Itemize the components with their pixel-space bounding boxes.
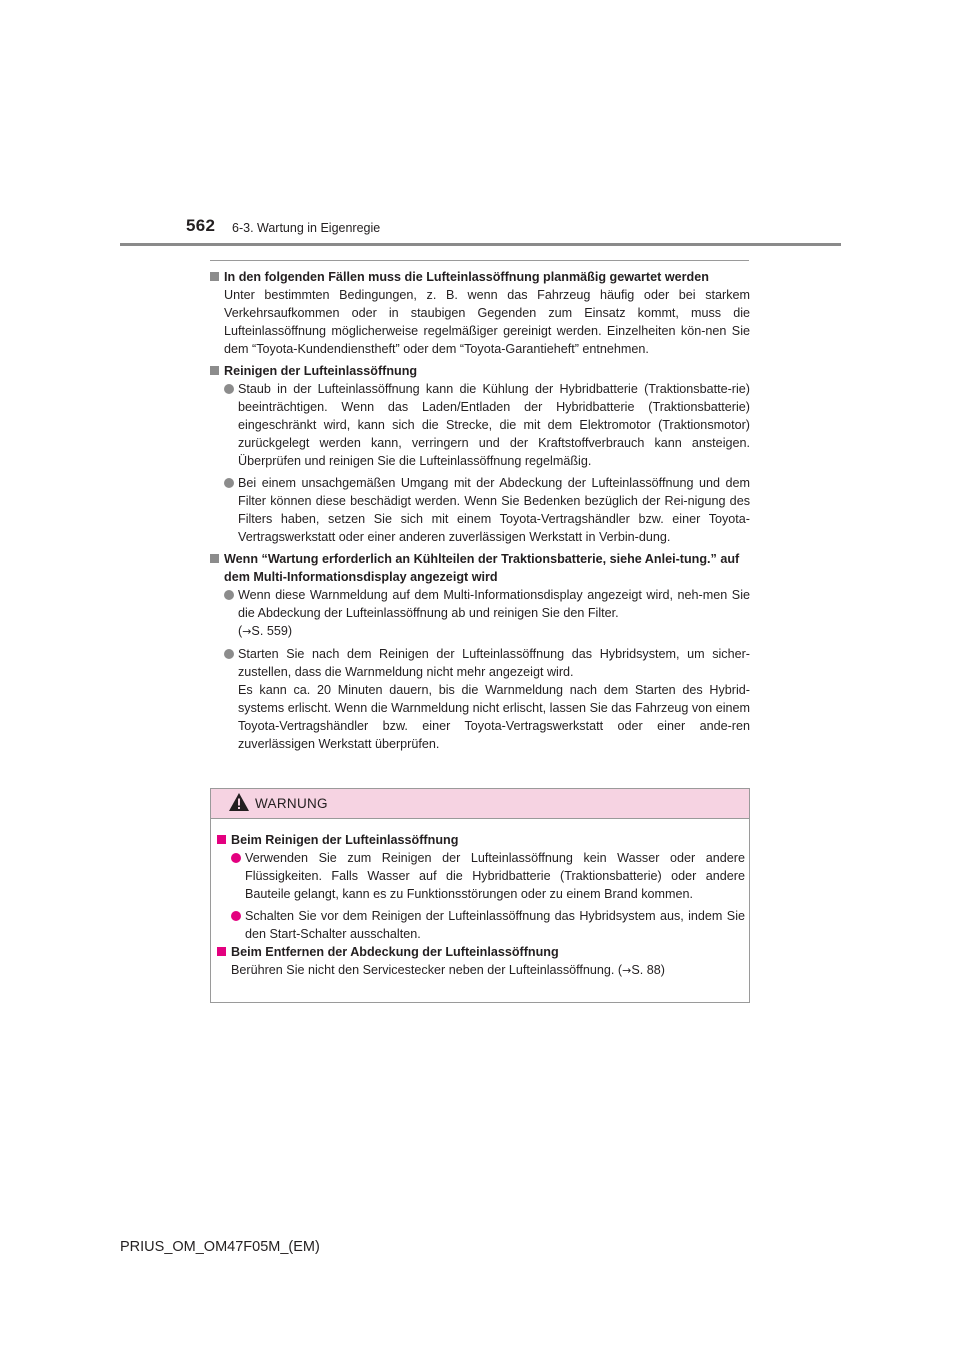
circle-bullet-icon (224, 384, 234, 394)
square-bullet-icon (217, 835, 226, 844)
paragraph (217, 961, 745, 980)
circle-bullet-icon (231, 853, 241, 863)
warning-box (210, 788, 750, 1003)
bullet-text: Es kann ca. 20 Minuten dauern, bis die Warnmeldung nach dem Starten des Hybrid-systems erlischt. Wenn die Warnmeldung nicht erlischt, lassen Sie das Fahrzeug von einem Toyota-Vertragshändler bzw. einer Toyota-Vertragswerkstatt oder einer ande-ren zuverlässigen Werkstatt überprüfen. (238, 683, 750, 751)
warning-heading (217, 943, 745, 961)
bullet-item (217, 849, 745, 903)
arrow-right-icon: → (622, 964, 632, 977)
bullet-text: Wenn diese Warnmeldung auf dem Multi-Informationsdisplay angezeigt wird, neh-men Sie die Abdeckung der Lufteinlassöffnung ab und reinigen Sie den Filter. (238, 588, 750, 620)
page-reference-link[interactable]: S. 88) (631, 963, 665, 977)
circle-bullet-icon (224, 478, 234, 488)
section-heading (210, 362, 750, 380)
circle-bullet-icon (224, 590, 234, 600)
section-heading (210, 550, 750, 586)
warning-heading (217, 831, 745, 849)
square-bullet-icon (210, 554, 219, 563)
section-heading (210, 268, 750, 286)
paragraph: Unter bestimmten Bedingungen, z. B. wenn das Fahrzeug häufig oder bei starkem Verkehrsaufkommen oder in staubigen Gegenden zum Einsatz kommt, muss die Lufteinlassöffnung möglicherweise regelmäßiger gereinigt werden. Einzelheiten kön-nen Sie dem “Toyota-Kundendienstheft” oder dem “Toyota-Garantieheft” entnehmen. (224, 288, 750, 356)
warning-header (211, 789, 749, 819)
square-bullet-icon (217, 947, 226, 956)
circle-bullet-icon (231, 911, 241, 921)
heading-text: In den folgenden Fällen muss die Lufteinlassöffnung planmäßig gewartet werden (224, 270, 709, 284)
bullet-item (210, 645, 750, 753)
bullet-item: Wenn diese Warnmeldung auf dem Multi-Informationsdisplay angezeigt wird, neh-men Sie die Abdeckung der Lufteinlassöffnung ab und reinigen Sie den Filter. (→S. 559) (210, 586, 750, 641)
warning-title: WARNUNG (255, 796, 328, 811)
content-rule (210, 260, 749, 261)
bullet-text: Starten Sie nach dem Reinigen der Lufteinlassöffnung das Hybridsystem, um sicher-zustellen, dass die Warnmeldung nicht mehr angezeigt wird. (238, 647, 750, 679)
square-bullet-icon (210, 272, 219, 281)
bullet-text: Verwenden Sie zum Reinigen der Lufteinlassöffnung kein Wasser oder andere Flüssigkeiten. Falls Wasser auf die Hybridbatterie (Traktionsbatterie) oder andere Bauteile gelangt, kann es zu Funktionsstörungen oder zu einem Brand kommen. (245, 851, 745, 901)
bullet-text: Bei einem unsachgemäßen Umgang mit der Abdeckung der Lufteinlassöffnung und dem Filter können diese beschädigt werden. Wenn Sie Bedenken bezüglich der Rei-nigung des Filters haben, setzen Sie sich mit einem Toyota-Vertragshändler bzw. einer Toyota-Vertragswerkstatt oder einer anderen zuverlässigen Werkstatt in Verbin-dung. (238, 476, 750, 544)
paragraph-text: Berühren Sie nicht den Servicestecker neben der Lufteinlassöffnung. ( (231, 963, 623, 977)
arrow-right-icon: → (242, 625, 252, 638)
bullet-item (210, 380, 750, 470)
bullet-item (217, 907, 745, 943)
heading-text: Reinigen der Lufteinlassöffnung (224, 364, 418, 378)
square-bullet-icon (210, 366, 219, 375)
bullet-text: Staub in der Lufteinlassöffnung kann die Kühlung der Hybridbatterie (Traktionsbatte-rie) beeinträchtigen. Wenn das Laden/Entladen der Hybridbatterie (Traktionsbatterie) eingeschränkt wird, kann sich die Strecke, die mit dem Elektromotor (Traktionsmotor) zurückgelegt werden kann, verringern und der Kraftstoffverbrauch kann ansteigen. Überprüfen und reinigen Sie die Lufteinlassöffnung regelmäßig. (238, 382, 750, 468)
document-id: PRIUS_OM_OM47F05M_(EM) (120, 1239, 320, 1255)
page-number: 562 (186, 216, 216, 235)
bullet-item (210, 474, 750, 546)
header-rule (120, 243, 841, 246)
section-header: 6-3. Wartung in Eigenregie (232, 221, 381, 235)
page-reference-link[interactable]: S. 559) (251, 624, 293, 638)
main-content (210, 268, 750, 753)
warning-triangle-icon (228, 792, 250, 812)
circle-bullet-icon (224, 649, 234, 659)
bullet-text: Schalten Sie vor dem Reinigen der Lufteinlassöffnung das Hybridsystem aus, indem Sie den Start-Schalter ausschalten. (245, 909, 745, 941)
heading-text: Beim Reinigen der Lufteinlassöffnung (231, 833, 459, 847)
heading-text: Beim Entfernen der Abdeckung der Lufteinlassöffnung (231, 945, 559, 959)
warning-body (217, 831, 745, 980)
heading-text: Wenn “Wartung erforderlich an Kühlteilen der Traktionsbatterie, siehe Anlei-tung.” auf dem Multi-Informationsdisplay angezeigt wird (224, 552, 740, 584)
